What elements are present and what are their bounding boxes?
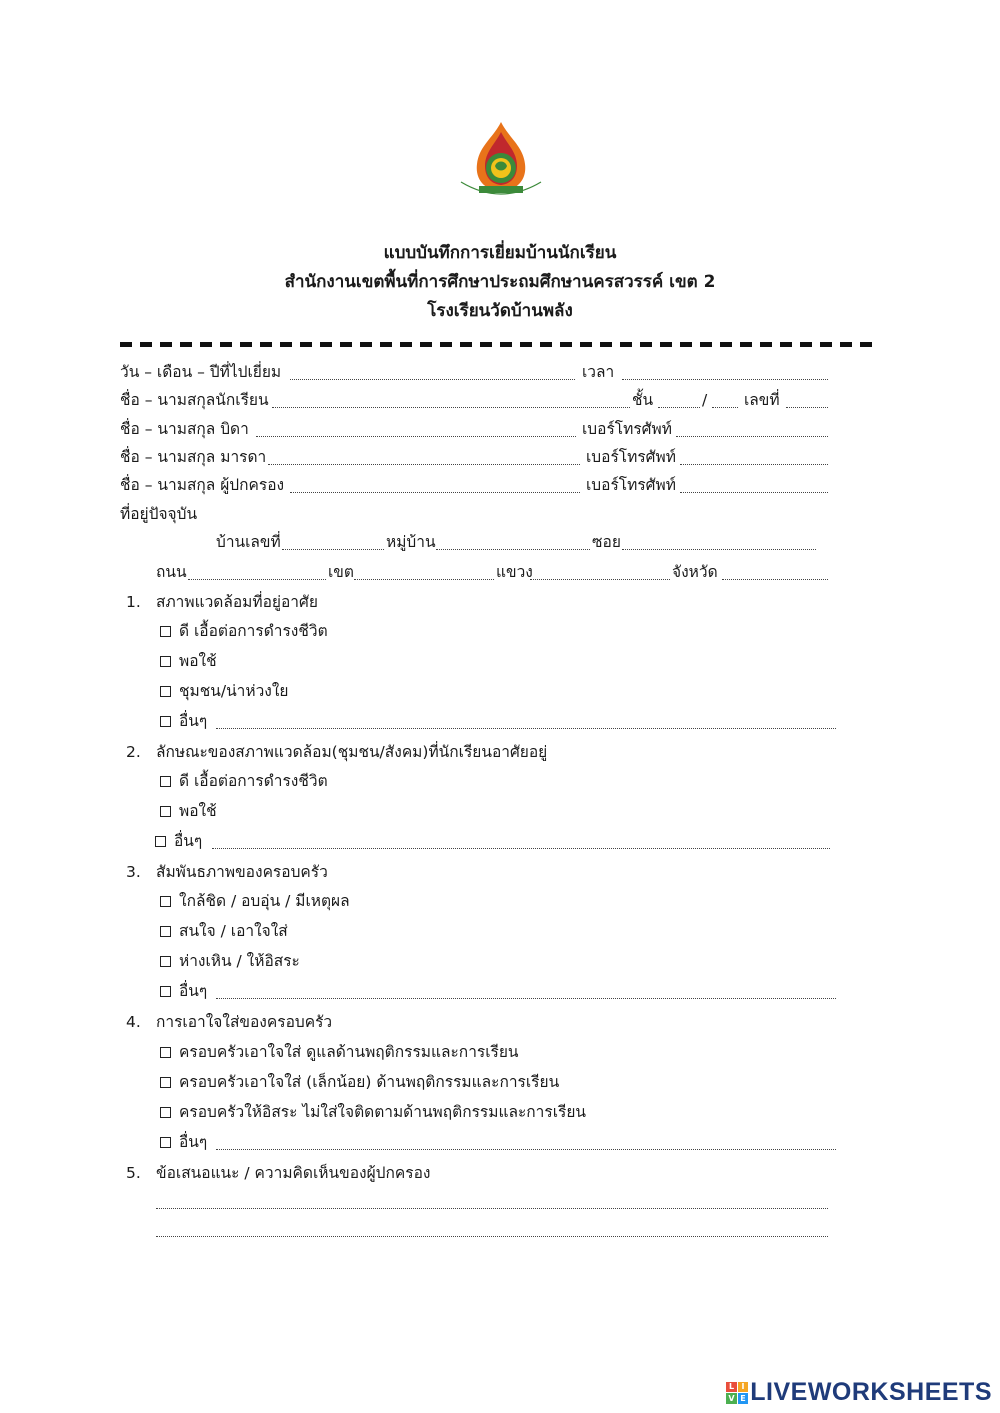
badge-letter: V <box>726 1393 737 1404</box>
section-2-number: 2. <box>126 743 141 761</box>
subdistrict-label: แขวง <box>496 563 533 581</box>
option-label: พอใช้ <box>179 652 217 670</box>
liveworksheets-text: LIVEWORKSHEETS <box>750 1378 992 1406</box>
option-checkbox[interactable] <box>160 1071 559 1093</box>
section-1-number: 1. <box>126 593 141 611</box>
father-phone-field[interactable] <box>676 436 828 437</box>
option-checkbox[interactable] <box>160 620 328 642</box>
option-checkbox[interactable] <box>160 890 350 912</box>
address-label: ที่อยู่ปัจจุบัน <box>120 505 198 523</box>
option-label: ครอบครัวเอาใจใส่ ดูแลด้านพฤติกรรมและการเรียน <box>179 1043 519 1061</box>
form-title: แบบบันทึกการเยี่ยมบ้านนักเรียน <box>383 243 617 263</box>
option-label: ครอบครัวให้อิสระ ไม่ใส่ใจติดตามด้านพฤติกรรมและการเรียน <box>179 1103 586 1121</box>
option-checkbox[interactable] <box>160 920 288 942</box>
option-checkbox[interactable] <box>160 980 207 1002</box>
checkbox-icon[interactable] <box>160 626 171 637</box>
checkbox-icon[interactable] <box>160 1047 171 1058</box>
village-field[interactable] <box>436 549 590 550</box>
office-title: สำนักงานเขตพื้นที่การศึกษาประถมศึกษานครสวรรค์ เขต 2 <box>284 272 716 292</box>
mother-phone-field[interactable] <box>680 464 828 465</box>
district-field[interactable] <box>354 579 494 580</box>
soi-label: ซอย <box>592 533 621 551</box>
option-label: ใกล้ชิด / อบอุ่น / มีเหตุผล <box>179 892 350 910</box>
checkbox-icon[interactable] <box>160 986 171 997</box>
option-label: พอใช้ <box>179 802 217 820</box>
grade-slash: / <box>702 391 708 409</box>
section-5-number: 5. <box>126 1164 141 1182</box>
visit-date-label: วัน – เดือน – ปีที่ไปเยี่ยม <box>120 363 282 381</box>
badge-letter: I <box>738 1382 749 1393</box>
checkbox-icon[interactable] <box>160 956 171 967</box>
dashed-divider <box>120 342 875 347</box>
checkbox-icon[interactable] <box>160 1137 171 1148</box>
emblem-graphic <box>455 120 547 202</box>
option-checkbox[interactable] <box>160 800 217 822</box>
liveworksheets-logo <box>726 1378 992 1407</box>
emblem-logo <box>455 120 547 202</box>
option-checkbox[interactable] <box>160 680 289 702</box>
checkbox-icon[interactable] <box>160 656 171 667</box>
school-title: โรงเรียนวัดบ้านพลัง <box>427 301 573 321</box>
road-label: ถนน <box>156 563 187 581</box>
option-label: อื่นๆ <box>179 1133 208 1151</box>
option-label: อื่นๆ <box>179 712 208 730</box>
badge-letter: L <box>726 1382 737 1393</box>
option-checkbox[interactable] <box>160 1101 586 1123</box>
option-label: อื่นๆ <box>174 832 203 850</box>
checkbox-icon[interactable] <box>160 1107 171 1118</box>
checkbox-icon[interactable] <box>160 686 171 697</box>
house-no-field[interactable] <box>282 549 384 550</box>
guardian-phone-label: เบอร์โทรศัพท์ <box>586 476 676 494</box>
district-label: เขต <box>328 563 354 581</box>
option-checkbox[interactable] <box>160 770 328 792</box>
checkbox-icon[interactable] <box>160 926 171 937</box>
section-3-number: 3. <box>126 863 141 881</box>
other-field[interactable] <box>216 728 836 729</box>
option-label: ครอบครัวเอาใจใส่ (เล็กน้อย) ด้านพฤติกรรมและการเรียน <box>179 1073 560 1091</box>
checkbox-icon[interactable] <box>160 1077 171 1088</box>
section-5-title: ข้อเสนอแนะ / ความคิดเห็นของผู้ปกครอง <box>156 1164 431 1182</box>
checkbox-icon[interactable] <box>160 716 171 727</box>
other-field[interactable] <box>216 1149 836 1150</box>
option-label: ดี เอื้อต่อการดำรงชีวิต <box>179 772 328 790</box>
option-checkbox[interactable] <box>160 650 217 672</box>
province-field[interactable] <box>722 579 828 580</box>
road-field[interactable] <box>188 579 326 580</box>
guardian-label: ชื่อ – นามสกุล ผู้ปกครอง <box>120 476 285 494</box>
other-field[interactable] <box>212 848 830 849</box>
checkbox-icon[interactable] <box>155 836 166 847</box>
guardian-phone-field[interactable] <box>680 492 828 493</box>
father-field[interactable] <box>256 436 576 437</box>
option-label: ชุมชน/น่าห่วงใย <box>179 682 289 700</box>
badge-letter: E <box>738 1393 749 1404</box>
number-field[interactable] <box>786 407 828 408</box>
option-checkbox[interactable] <box>160 1041 519 1063</box>
option-checkbox[interactable] <box>160 1131 207 1153</box>
section-4-number: 4. <box>126 1013 141 1031</box>
guardian-field[interactable] <box>290 492 580 493</box>
section-3-title: สัมพันธภาพของครอบครัว <box>156 863 328 881</box>
other-field[interactable] <box>216 998 836 999</box>
mother-field[interactable] <box>268 464 580 465</box>
option-checkbox[interactable] <box>160 710 207 732</box>
section-1-title: สภาพแวดล้อมที่อยู่อาศัย <box>156 593 318 611</box>
soi-field[interactable] <box>622 549 816 550</box>
number-label: เลขที่ <box>744 391 780 409</box>
grade-field[interactable] <box>658 407 700 408</box>
option-checkbox[interactable] <box>155 830 202 852</box>
checkbox-icon[interactable] <box>160 776 171 787</box>
mother-phone-label: เบอร์โทรศัพท์ <box>586 448 676 466</box>
option-label: ห่างเหิน / ให้อิสระ <box>179 952 300 970</box>
option-label: อื่นๆ <box>179 982 208 1000</box>
student-name-label: ชื่อ – นามสกุลนักเรียน <box>120 391 269 409</box>
student-name-field[interactable] <box>272 407 630 408</box>
liveworksheets-badge-icon <box>726 1382 748 1404</box>
checkbox-icon[interactable] <box>160 806 171 817</box>
option-label: ดี เอื้อต่อการดำรงชีวิต <box>179 622 328 640</box>
visit-date-field[interactable] <box>290 379 575 380</box>
grade-label: ชั้น <box>632 391 654 409</box>
comment-line[interactable] <box>156 1208 828 1209</box>
subdistrict-field[interactable] <box>530 579 670 580</box>
mother-label: ชื่อ – นามสกุล มารดา <box>120 448 267 466</box>
option-label: สนใจ / เอาใจใส่ <box>179 922 288 940</box>
province-label: จังหวัด <box>672 563 718 581</box>
time-field[interactable] <box>622 379 828 380</box>
section-2-title: ลักษณะของสภาพแวดล้อม(ชุมชน/สังคม)ที่นักเรียนอาศัยอยู่ <box>156 743 548 761</box>
comment-line[interactable] <box>156 1236 828 1237</box>
father-phone-label: เบอร์โทรศัพท์ <box>582 420 672 438</box>
option-checkbox[interactable] <box>160 950 300 972</box>
section-4-title: การเอาใจใส่ของครอบครัว <box>156 1013 333 1031</box>
time-label: เวลา <box>582 363 615 381</box>
village-label: หมู่บ้าน <box>386 533 436 551</box>
checkbox-icon[interactable] <box>160 896 171 907</box>
room-field[interactable] <box>712 407 738 408</box>
father-label: ชื่อ – นามสกุล บิดา <box>120 420 249 438</box>
house-no-label: บ้านเลขที่ <box>216 533 281 551</box>
